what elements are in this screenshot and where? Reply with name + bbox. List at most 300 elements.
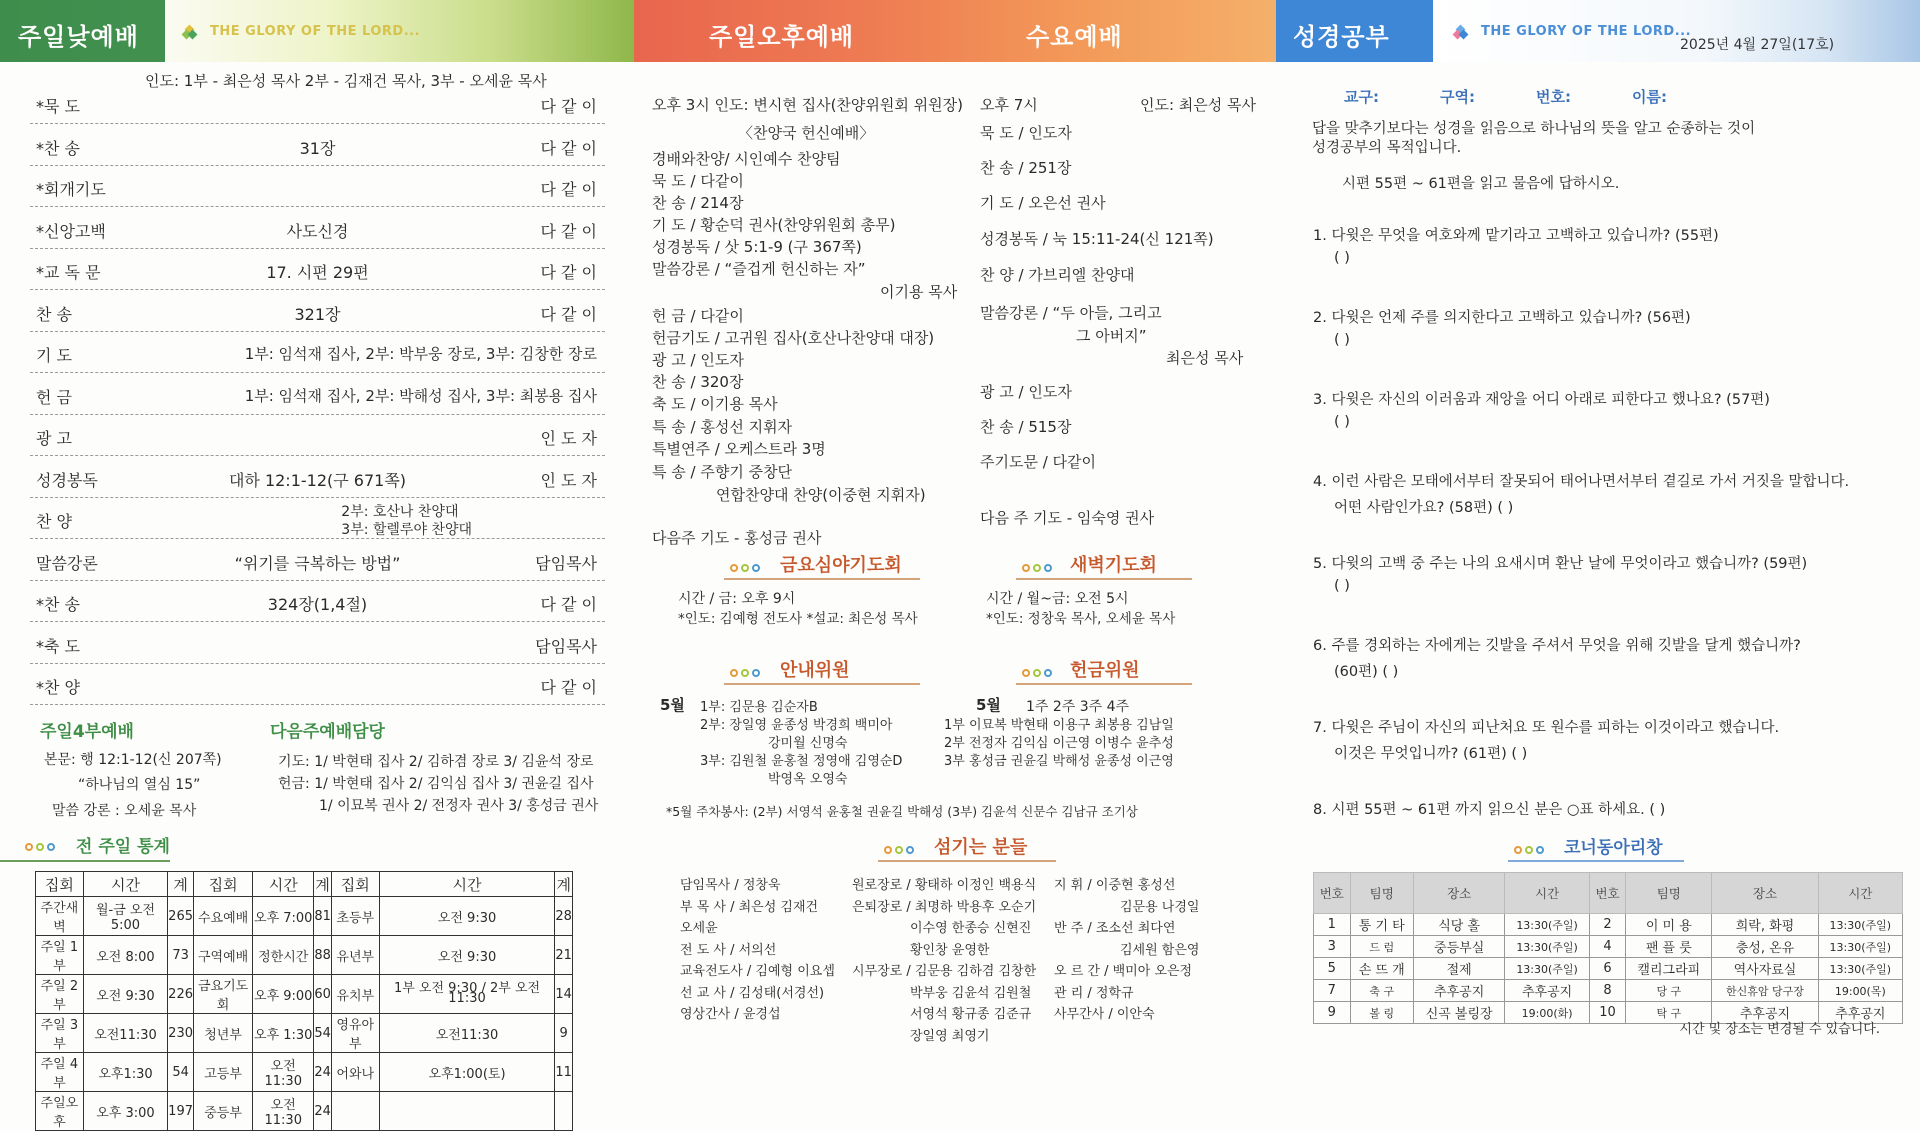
dots-icon (730, 662, 763, 681)
usher-line: 2부: 장일영 윤종성 박경희 백미아 (700, 718, 893, 733)
staff-line: 서영석 황규종 김준규 (910, 1007, 1032, 1022)
praise-team-2: 2부: 호산나 찬양대 (341, 504, 459, 520)
afternoon-line: 특별연주 / 오케스트라 3명 (652, 440, 826, 458)
staff-line: 선 교 사 / 김성태(서경선) (680, 985, 825, 1001)
stats-cell: 73 (168, 936, 194, 975)
worship-row-label: *회개기도 (36, 180, 106, 199)
friday-underline (724, 578, 920, 580)
club-header: 시간 (1818, 873, 1902, 914)
offering-weeks-header: 1주 2주 3주 4주 (1026, 699, 1130, 715)
worship-row-label: 기 도 (36, 346, 72, 365)
worship-row-label: 성경봉독 (36, 470, 98, 490)
stats-cell: 오후 7:00 (253, 897, 314, 936)
club-header: 번호 (1589, 873, 1626, 914)
stats-cell: 14 (555, 975, 573, 1014)
club-cell: 13:30(주일) (1505, 914, 1589, 936)
staff-line: 황인창 윤영한 (910, 942, 990, 958)
stats-cell: 54 (314, 1014, 332, 1053)
stats-cell: 오전 9:30 (379, 936, 555, 975)
club-cell: 축 구 (1350, 980, 1413, 1002)
worship-row-content: 17. 시편 29편 (266, 263, 369, 282)
stats-cell: 오전11:30 (379, 1014, 555, 1053)
worship-row-leader: 다 같 이 (540, 221, 597, 241)
stats-cell: 오후1:00(토) (379, 1053, 555, 1092)
staff-line: 관 리 / 정학규 (1054, 985, 1134, 1001)
worship-row-label: *신앙고백 (36, 221, 106, 241)
staff-underline (878, 860, 1056, 862)
stats-cell: 24 (314, 1092, 332, 1131)
stats-cell: 주일 4부 (36, 1053, 84, 1092)
club-cell: 9 (1314, 1002, 1351, 1024)
offering-line: 1부 이묘복 박현태 이용구 최봉용 김남일 (944, 718, 1174, 733)
dawn-time: 시간 / 월~금: 오전 5시 (986, 591, 1129, 607)
dots-icon (1022, 557, 1055, 576)
club-cell: 6 (1589, 958, 1626, 980)
afternoon-line: 헌 금 / 다같이 (652, 307, 744, 325)
afternoon-service-title: 주일오후예배 (709, 23, 855, 51)
stats-title: 전 주일 통계 (76, 837, 170, 857)
stats-header: 시간 (253, 872, 314, 897)
club-underline (1508, 860, 1684, 862)
stats-row (36, 1014, 573, 1053)
stats-header: 계 (314, 872, 332, 897)
worship-row-leader: 인 도 자 (540, 429, 597, 448)
wednesday-line: 주기도문 / 다같이 (980, 453, 1097, 471)
staff-line: 부 목 사 / 최은성 김재건 (680, 899, 819, 915)
club-title: 코너동아리창 (1564, 838, 1663, 858)
stats-row (36, 897, 573, 936)
friday-time: 시간 / 금: 오후 9시 (678, 591, 796, 607)
club-cell: 추후공지 (1818, 1002, 1902, 1024)
stats-cell: 주일오후 (36, 1092, 84, 1131)
staff-line: 오 르 간 / 백미아 오은정 (1054, 964, 1193, 979)
stats-cell: 유년부 (331, 936, 379, 975)
stats-row (36, 1092, 573, 1131)
stats-cell: 197 (168, 1092, 194, 1131)
answer-blank: 이것은 무엇입니까? (61편) ( ) (1334, 746, 1528, 762)
club-cell: 추후공지 (1505, 980, 1589, 1002)
field-name: 이름: (1632, 88, 1667, 106)
stats-cell: 오후 3:00 (83, 1092, 167, 1131)
worship-row-content: 대하 12:1-12(구 671쪽) (228, 470, 407, 490)
staff-line: 장일영 최영기 (910, 1028, 990, 1044)
bible-study-title: 성경공부 (1293, 23, 1390, 51)
club-cell: 캘리그라피 (1626, 958, 1712, 980)
afternoon-line: 찬 송 / 320장 (652, 373, 744, 391)
afternoon-line: 기 도 / 황순덕 권사(찬양위원회 총무) (652, 216, 896, 234)
stats-table (35, 871, 573, 1131)
club-header: 팀명 (1626, 873, 1712, 914)
dots-icon (730, 557, 763, 576)
stats-header: 집회 (194, 872, 253, 897)
wednesday-line: 그 아버지” (1076, 327, 1147, 345)
answer-blank: ( ) (1334, 332, 1350, 348)
worship-row-leader: 다 같 이 (540, 138, 597, 158)
club-cell: 13:30(주일) (1818, 958, 1902, 980)
worship-row-content: “위기를 극복하는 방법” (234, 553, 401, 573)
worship-row-content: 1부: 임석재 집사, 2부: 박해성 집사, 3부: 최봉용 집사 (244, 386, 597, 405)
club-cell: 2 (1589, 914, 1626, 936)
wednesday-line: 최은성 목사 (1166, 349, 1244, 367)
stats-cell: 오후 1:30 (253, 1014, 314, 1053)
stats-cell: 60 (314, 975, 332, 1014)
stats-row (36, 936, 573, 975)
afternoon-line: 광 고 / 인도자 (652, 351, 744, 369)
club-cell: 13:30(주일) (1818, 914, 1902, 936)
worship-row-content: 324장(1,4절) (267, 595, 368, 614)
staff-line: 시무장로 / 김문용 김하겸 김창한 (852, 964, 1037, 979)
club-cell: 중등부실 (1413, 936, 1505, 958)
usher-line: 박영옥 오영숙 (768, 772, 848, 787)
club-header: 장소 (1413, 873, 1505, 914)
stats-cell: 어와나 (331, 1053, 379, 1092)
stats-cell: 1부 오전 9:30 / 2부 오전 11:30 (379, 975, 555, 1014)
question: 5. 다윗의 고백 중 주는 나의 요새시며 환난 날에 무엇이라고 했습니까? (59편) (1313, 556, 1808, 572)
field-number: 번호: (1536, 88, 1571, 106)
sunday-service-banner (0, 0, 634, 62)
club-row (1314, 980, 1903, 1002)
answer-blank: ( ) (1334, 578, 1350, 594)
study-intro-2: 성경공부의 목적입니다. (1312, 140, 1462, 156)
club-cell: 7 (1314, 980, 1351, 1002)
staff-line: 담임목사 / 정창욱 (680, 878, 781, 893)
afternoon-wednesday-column (634, 0, 1276, 1061)
stats-cell: 주일 1부 (36, 936, 84, 975)
question: 6. 주를 경외하는 자에게는 깃발을 주셔서 무엇을 위해 깃발을 달게 했습니까? (1313, 638, 1801, 654)
club-cell: 역사자료실 (1712, 958, 1818, 980)
afternoon-line: 특 송 / 주향기 중창단 (652, 463, 793, 481)
ushers-title: 안내위원 (780, 660, 850, 681)
worship-row (30, 293, 605, 332)
stats-cell: 265 (168, 897, 194, 936)
worship-row (30, 127, 605, 166)
question: 7. 다윗은 주님이 자신의 피난처요 또 원수를 피하는 이것이라고 했습니다. (1313, 720, 1780, 736)
club-row (1314, 936, 1903, 958)
stats-cell: 28 (555, 897, 573, 936)
glory-slogan: THE GLORY OF THE LORD... (1481, 24, 1692, 39)
stats-cell (331, 1092, 379, 1131)
club-cell: 19:00(화) (1505, 1002, 1589, 1024)
stats-cell: 정한시간 (253, 936, 314, 975)
fourth-service-title: 주일4부예배 (40, 722, 134, 742)
afternoon-line: 오후 3시 인도: 변시현 집사(찬양위원회 위원장) (652, 96, 963, 114)
worship-row-leader: 인 도 자 (540, 470, 597, 490)
worship-row (30, 625, 605, 664)
worship-row-label: 말씀강론 (36, 553, 98, 573)
club-cell: 추후공지 (1712, 1002, 1818, 1024)
worship-row (30, 85, 605, 124)
stats-row (36, 1053, 573, 1092)
stats-cell: 오전11:30 (253, 1092, 314, 1131)
stats-cell: 중등부 (194, 1092, 253, 1131)
club-cell: 3 (1314, 936, 1351, 958)
ushers-month: 5월 (660, 696, 685, 714)
wednesday-line: 묵 도 / 인도자 (980, 124, 1072, 142)
club-cell: 볼 링 (1350, 1002, 1413, 1024)
worship-row-label: 찬 양 (36, 512, 72, 531)
dawn-leaders: *인도: 정창욱 목사, 오세윤 목사 (986, 611, 1176, 627)
staff-line: 원로장로 / 황태하 이정인 백용식 (852, 878, 1037, 893)
answer-blank: ( ) (1334, 250, 1350, 266)
stats-cell: 오전 9:30 (379, 897, 555, 936)
stats-cell: 유치부 (331, 975, 379, 1014)
usher-line: 1부: 김문용 김순자B (700, 700, 818, 715)
wednesday-line: 광 고 / 인도자 (980, 383, 1072, 401)
afternoon-line: 연합찬양대 찬양(이중현 지휘자) (716, 486, 926, 504)
study-intro-1: 답을 맞추기보다는 성경을 읽음으로 하나님의 뜻을 알고 순종하는 것이 (1312, 121, 1756, 137)
stats-cell: 오후1:30 (83, 1053, 167, 1092)
worship-row-label: *찬 송 (36, 138, 80, 158)
club-header: 번호 (1314, 873, 1351, 914)
worship-row (30, 417, 605, 456)
club-cell: 당 구 (1626, 980, 1712, 1002)
worship-row (30, 500, 605, 539)
club-cell: 절제 (1413, 958, 1505, 980)
worship-row (30, 376, 605, 415)
worship-row-leader: 담임목사 (535, 553, 597, 573)
club-cell: 8 (1589, 980, 1626, 1002)
worship-row (30, 542, 605, 581)
next-week-title: 다음주예배담당 (270, 722, 385, 742)
wednesday-line: 찬 양 / 가브리엘 찬양대 (980, 266, 1135, 284)
stats-cell: 88 (314, 936, 332, 975)
answer-blank: 어떤 사람인가요? (58편) ( ) (1334, 500, 1514, 516)
staff-line: 반 주 / 조소선 최다연 (1054, 921, 1176, 936)
club-cell: 10 (1589, 1002, 1626, 1024)
question: 4. 이런 사람은 모태에서부터 잘못되어 태어나면서부터 곁길로 가서 거짓을 말합니다. (1313, 474, 1850, 490)
staff-line: 교육전도사 / 김예형 이요셉 (680, 964, 835, 979)
stats-cell: 9 (555, 1014, 573, 1053)
stats-header: 계 (555, 872, 573, 897)
afternoon-line: 이기용 목사 (880, 283, 958, 301)
diamond-icon (183, 26, 195, 38)
worship-row-label: *찬 양 (36, 678, 80, 697)
stats-header: 시간 (379, 872, 555, 897)
worship-row-label: *축 도 (36, 636, 80, 656)
stats-cell: 오전11:30 (83, 1014, 167, 1053)
club-cell: 팬 플 룻 (1626, 936, 1712, 958)
stats-header: 집회 (331, 872, 379, 897)
answer-blank: (60편) ( ) (1334, 664, 1399, 680)
stats-cell: 226 (168, 975, 194, 1014)
parking-volunteers: *5월 주차봉사: (2부) 서영석 윤홍철 권윤길 박해성 (3부) 김윤석 신문수 김남규 조기상 (666, 804, 1138, 819)
worship-row-leader: 다 같 이 (540, 263, 597, 282)
stats-cell: 월-금 오전5:00 (83, 897, 167, 936)
friday-prayer-title: 금요심야기도회 (780, 555, 902, 576)
offering-line: 3부 홍성금 권윤길 박해성 윤종성 이근영 (944, 754, 1174, 769)
wednesday-line: 찬 송 / 251장 (980, 159, 1072, 177)
club-cell: 통 기 타 (1350, 914, 1413, 936)
worship-row-content: 사도신경 (286, 221, 349, 241)
worship-row-leader: 담임목사 (535, 636, 597, 656)
fourth-service-sermon: “하나님의 열심 15” (78, 777, 201, 793)
worship-row-label: 광 고 (36, 429, 72, 448)
club-header: 시간 (1505, 873, 1589, 914)
stats-cell: 오전 8:00 (83, 936, 167, 975)
question: 2. 다윗은 언제 주를 의지한다고 고백하고 있습니까? (56편) (1313, 310, 1691, 326)
worship-row-leader: 다 같 이 (540, 180, 597, 199)
field-parish: 교구: (1344, 88, 1379, 106)
stats-cell: 청년부 (194, 1014, 253, 1053)
worship-row-content: 1부: 임석재 집사, 2부: 박부웅 장로, 3부: 김창한 장로 (244, 345, 597, 363)
afternoon-line: 특 송 / 홍성선 지휘자 (652, 418, 793, 436)
sunday-service-title: 주일낮예배 (18, 23, 139, 51)
club-cell: 13:30(주일) (1505, 958, 1589, 980)
usher-line: 강미월 신명숙 (768, 736, 848, 751)
friday-leaders: *인도: 김예형 전도사 *설교: 최은성 목사 (678, 611, 918, 627)
club-cell: 13:30(주일) (1505, 936, 1589, 958)
diamond-icon (1454, 26, 1466, 38)
stats-cell: 초등부 (331, 897, 379, 936)
club-cell: 한신휴암 당구장 (1712, 980, 1818, 1002)
bible-study-column (1276, 0, 1920, 1061)
next-week-offering-2: 1/ 이묘복 권사 2/ 전정자 권사 3/ 홍성금 권사 (319, 798, 599, 814)
bulletin-date: 2025년 4월 27일(17호) (1680, 37, 1835, 53)
afternoon-line: 찬 송 / 214장 (652, 194, 744, 212)
offering-month: 5월 (976, 696, 1001, 714)
wednesday-line: 성경봉독 / 눅 15:11-24(신 121쪽) (980, 230, 1214, 248)
dots-icon (884, 839, 917, 858)
ushers-underline (724, 683, 920, 685)
staff-line: 박부웅 김윤석 김원철 (910, 985, 1032, 1001)
staff-line: 김문용 나경일 (1120, 899, 1200, 915)
usher-line: 3부: 김원철 윤홍철 정영애 김영순D (700, 754, 903, 769)
wednesday-line: 말씀강론 / “두 아들, 그리고 (980, 304, 1162, 322)
study-instruction: 시편 55편 ~ 61편을 읽고 물음에 답하시오. (1342, 176, 1620, 192)
stats-underline (0, 860, 170, 862)
club-cell: 손 뜨 개 (1350, 958, 1413, 980)
worship-row (30, 251, 605, 290)
stats-cell: 21 (555, 936, 573, 975)
stats-header: 시간 (83, 872, 167, 897)
stats-cell: 오전 9:30 (83, 975, 167, 1014)
stats-cell (379, 1092, 555, 1131)
stats-cell: 수요예배 (194, 897, 253, 936)
club-cell: 충성, 온유 (1712, 936, 1818, 958)
worship-row-label: *교 독 문 (36, 263, 101, 282)
club-table (1313, 872, 1903, 1024)
stats-cell: 11 (555, 1053, 573, 1092)
club-cell: 신곡 볼링장 (1413, 1002, 1505, 1024)
next-week-offering: 헌금: 1/ 박현태 집사 2/ 김익심 집사 3/ 권윤길 집사 (278, 776, 594, 792)
wednesday-line: 기 도 / 오은선 권사 (980, 194, 1106, 212)
club-cell: 19:00(목) (1818, 980, 1902, 1002)
staff-line: 김세원 함은영 (1120, 942, 1200, 958)
stats-header: 집회 (36, 872, 84, 897)
club-note: 시간 및 장소는 변경될 수 있습니다. (1679, 1022, 1880, 1037)
stats-header: 계 (168, 872, 194, 897)
stats-cell: 230 (168, 1014, 194, 1053)
bible-study-banner (1276, 0, 1920, 62)
staff-line: 은퇴장로 / 최명하 박용후 오순기 (852, 899, 1037, 915)
club-header: 팀명 (1350, 873, 1413, 914)
stats-cell: 영유아부 (331, 1014, 379, 1053)
staff-line: 이수영 한종승 신현진 (910, 921, 1032, 936)
afternoon-next-prayer: 다음주 기도 - 홍성금 권사 (652, 529, 822, 547)
wednesday-line: 오후 7시 (980, 96, 1038, 114)
worship-row-leader: 다 같 이 (540, 595, 597, 614)
afternoon-line: 헌금기도 / 고귀원 집사(호산나찬양대 대장) (652, 329, 935, 347)
wednesday-line: 인도: 최은성 목사 (1140, 96, 1257, 114)
club-header: 장소 (1712, 873, 1818, 914)
worship-row-label: *묵 도 (36, 97, 80, 116)
club-cell: 5 (1314, 958, 1351, 980)
club-cell: 1 (1314, 914, 1351, 936)
stats-cell: 오전11:30 (253, 1053, 314, 1092)
worship-row-label: 찬 송 (36, 304, 72, 324)
sunday-service-column (0, 0, 634, 1130)
staff-title: 섬기는 분들 (934, 837, 1028, 858)
stats-cell: 주일 3부 (36, 1014, 84, 1053)
stats-cell: 오후 9:00 (253, 975, 314, 1014)
worship-row (30, 583, 605, 622)
worship-row-content: 31장 (299, 138, 336, 158)
stats-cell: 주간새벽 (36, 897, 84, 936)
question: 8. 시편 55편 ~ 61편 까지 읽으신 분은 ○표 하세요. ( ) (1313, 802, 1666, 818)
club-cell: 식당 홀 (1413, 914, 1505, 936)
staff-line: 영상간사 / 윤경섭 (680, 1007, 781, 1022)
wednesday-next-prayer: 다음 주 기도 - 임숙영 권사 (980, 509, 1155, 527)
afternoon-line: 말씀강론 / “즐겁게 헌신하는 자” (652, 260, 866, 278)
stats-cell: 주일 2부 (36, 975, 84, 1014)
worship-row (30, 459, 605, 498)
afternoon-line: 묵 도 / 다같이 (652, 172, 744, 190)
worship-row-content: 321장 (294, 304, 341, 324)
club-cell: 탁 구 (1626, 1002, 1712, 1024)
question: 1. 다윗은 무엇을 여호와께 맡기라고 고백하고 있습니까? (55편) (1313, 228, 1719, 244)
dots-icon (1514, 839, 1547, 858)
dawn-underline (1016, 578, 1192, 580)
worship-row-leader: 다 같 이 (540, 678, 597, 697)
club-cell: 추후공지 (1413, 980, 1505, 1002)
worship-row-leader: 다 같 이 (540, 97, 597, 116)
question: 3. 다윗은 자신의 이러움과 재앙을 어디 아래로 피한다고 했나요? (57편) (1313, 392, 1770, 408)
offering-underline (1016, 683, 1192, 685)
worship-row-label: 헌 금 (36, 387, 72, 407)
stats-row (36, 975, 573, 1014)
stats-cell: 24 (314, 1053, 332, 1092)
dots-icon (1022, 662, 1055, 681)
club-cell: 희락, 화평 (1712, 914, 1818, 936)
fourth-service-preacher: 말씀 강론 : 오세윤 목사 (52, 803, 197, 819)
staff-line: 사무간사 / 이안숙 (1054, 1007, 1155, 1022)
dots-icon (25, 836, 58, 855)
stats-cell: 금요기도회 (194, 975, 253, 1014)
dawn-prayer-title: 새벽기도회 (1070, 555, 1157, 576)
next-week-prayer: 기도: 1/ 박현태 집사 2/ 김하겸 장로 3/ 김윤석 장로 (278, 754, 594, 770)
staff-line: 오세윤 (680, 921, 718, 936)
stats-cell: 54 (168, 1053, 194, 1092)
answer-blank: ( ) (1334, 414, 1350, 430)
stats-cell: 81 (314, 897, 332, 936)
worship-row (30, 168, 605, 207)
wednesday-service-title: 수요예배 (1026, 23, 1123, 51)
praise-team-3: 3부: 할렐루야 찬양대 (341, 522, 472, 538)
afternoon-banner (634, 0, 1276, 62)
club-cell: 13:30(주일) (1818, 936, 1902, 958)
worship-row-leader: 다 같 이 (540, 304, 597, 324)
staff-line: 지 휘 / 이중현 홍성선 (1054, 878, 1176, 893)
afternoon-line: 경배와찬양/ 시인예수 찬양팀 (652, 150, 841, 168)
worship-row (30, 666, 605, 705)
offering-line: 2부 전정자 김익심 이근영 이병수 윤추성 (944, 736, 1174, 751)
stats-cell (555, 1092, 573, 1131)
staff-line: 전 도 사 / 서의선 (680, 942, 777, 958)
club-row (1314, 914, 1903, 936)
worship-row-label: *찬 송 (36, 595, 80, 614)
praise-teams (341, 503, 472, 539)
glory-slogan: THE GLORY OF THE LORD... (210, 24, 421, 39)
